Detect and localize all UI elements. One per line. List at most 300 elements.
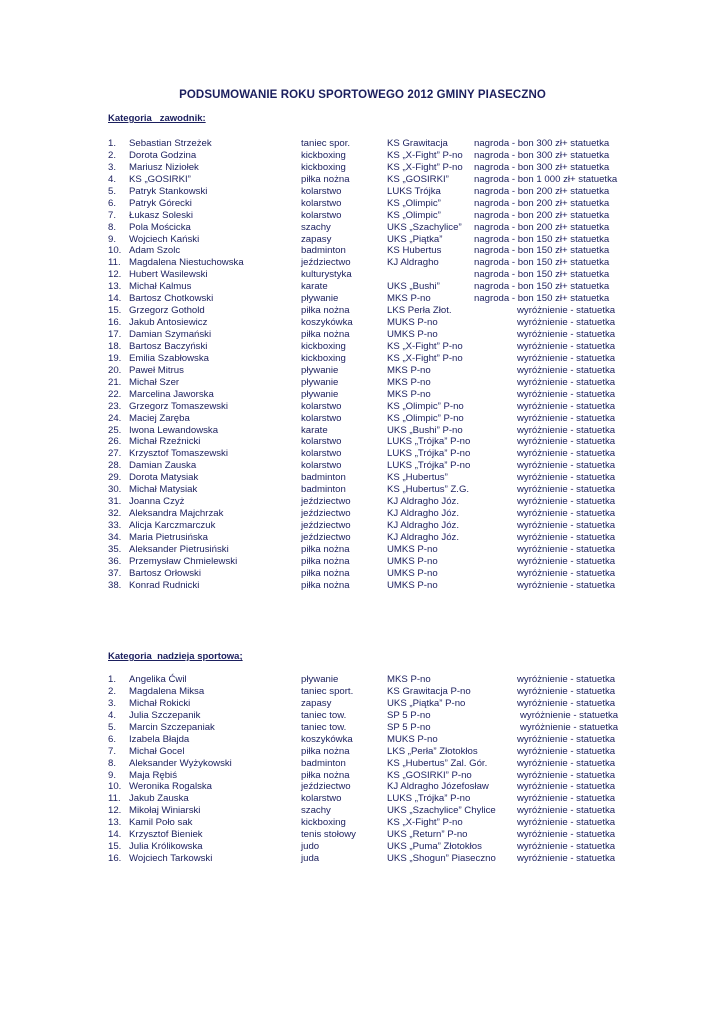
table-row (108, 281, 668, 293)
competitor-name: Adam Szolc (129, 245, 181, 257)
award: wyróżnienie - statuetka (517, 364, 616, 376)
award: wyróżnienie - statuetka (517, 412, 616, 424)
row-number: 8. (108, 757, 117, 769)
discipline: jeździectwo (301, 531, 351, 543)
discipline: jeździectwo (301, 496, 351, 508)
table-row (108, 746, 668, 758)
competitor-name: Patryk Górecki (129, 197, 192, 209)
club-name: KS „Olimpic” P-no (387, 400, 464, 412)
club-name: UKS „Szachylice” (387, 221, 462, 233)
competitor-name: Michał Matysiak (129, 484, 198, 496)
competitor-name: Grzegorz Gothold (129, 305, 205, 317)
award: wyróżnienie - statuetka (517, 567, 616, 579)
competitor-name: Aleksander Wyżykowski (129, 757, 232, 769)
club-name: UKS „Bushi” P-no (387, 424, 463, 436)
club-name: KS Grawitacja P-no (387, 685, 471, 697)
club-name: KJ Aldragho Józ. (387, 531, 459, 543)
row-number: 2. (108, 149, 117, 161)
club-name: LUKS „Trójka” P-no (387, 436, 471, 448)
table-row (108, 698, 668, 710)
table-row (108, 162, 668, 174)
row-number: 13. (108, 817, 122, 829)
competitor-name: Dorota Matysiak (129, 472, 199, 484)
row-number: 38. (108, 579, 122, 591)
table-row (108, 174, 668, 186)
award: wyróżnienie - statuetka (517, 376, 616, 388)
competitor-name: Joanna Czyż (129, 496, 185, 508)
discipline: kolarstwo (301, 436, 342, 448)
competitor-name: Konrad Rudnicki (129, 579, 200, 591)
table-row (108, 674, 668, 686)
club-name: UMKS P-no (387, 543, 438, 555)
club-name: KS „X-Fight” P-no (387, 817, 463, 829)
award: wyróżnienie - statuetka (517, 697, 616, 709)
competitor-name: Bartosz Chotkowski (129, 293, 214, 305)
competitor-name: Damian Szymański (129, 329, 212, 340)
award: wyróżnienie - statuetka (517, 352, 616, 364)
competitor-name: Angelika Ćwil (129, 674, 187, 685)
award: wyróżnienie - statuetka (517, 508, 616, 520)
award: wyróżnienie - statuetka (517, 400, 616, 412)
award: nagroda - bon 300 zł+ statuetka (474, 149, 610, 161)
award: wyróżnienie - statuetka (517, 781, 616, 793)
competitor-name: Maria Pietrusińska (129, 531, 208, 543)
discipline: kolarstwo (301, 448, 342, 460)
competitor-name: Michał Rokicki (129, 697, 191, 709)
row-number: 37. (108, 567, 122, 579)
discipline: piłka nożna (301, 305, 350, 317)
discipline: taniec tow. (301, 721, 347, 733)
table-row (108, 520, 668, 532)
competitor-table (108, 138, 668, 592)
discipline: szachy (301, 805, 331, 817)
competitor-name: Przemysław Chmielewski (129, 555, 238, 567)
competitor-name: Magdalena Niestuchowska (129, 257, 244, 269)
club-name: UMKS P-no (387, 329, 438, 340)
award: wyróżnienie - statuetka (517, 436, 616, 448)
page-title: PODSUMOWANIE ROKU SPORTOWEGO 2012 GMINY PIASECZNO (179, 89, 546, 101)
table-row (108, 532, 668, 544)
club-name: LKS „Perła” Złotokłos (387, 745, 478, 757)
table-row (108, 448, 668, 460)
row-number: 14. (108, 829, 122, 841)
competitor-name: Julia Królikowska (129, 841, 203, 853)
club-name: UMKS P-no (387, 579, 438, 591)
club-name: KS „Hubertus” Z.G. (387, 484, 470, 496)
award: wyróżnienie - statuetka (517, 484, 616, 496)
row-number: 4. (108, 709, 117, 721)
award: wyróżnienie - statuetka (520, 709, 619, 721)
table-row (108, 186, 668, 198)
discipline: piłka nożna (301, 579, 350, 591)
sport-hope-table (108, 674, 668, 865)
competitor-name: Jakub Zauska (129, 793, 189, 805)
discipline: kolarstwo (301, 197, 342, 209)
competitor-name: Michał Rzeźnicki (129, 436, 201, 448)
club-name: KS „Olimpic” (387, 197, 441, 209)
competitor-name: Kamil Poło sak (129, 817, 193, 829)
row-number: 3. (108, 161, 117, 173)
club-name: MKS P-no (387, 674, 431, 685)
discipline: karate (301, 281, 328, 293)
discipline: pływanie (301, 388, 339, 400)
row-number: 31. (108, 496, 122, 508)
discipline: kolarstwo (301, 400, 342, 412)
award: wyróżnienie - statuetka (517, 769, 616, 781)
competitor-name: Patryk Stankowski (129, 185, 208, 197)
table-row (108, 436, 668, 448)
club-name: KJ Aldragho Józ. (387, 520, 459, 531)
competitor-name: Aleksander Pietrusiński (129, 543, 229, 555)
table-row (108, 460, 668, 472)
competitor-name: Bartosz Orłowski (129, 567, 201, 579)
table-row (108, 686, 668, 698)
row-number: 14. (108, 293, 122, 305)
club-name: KS „GOSIRKI” (387, 173, 449, 185)
discipline: taniec sport. (301, 685, 354, 697)
discipline: badminton (301, 757, 346, 769)
award: nagroda - bon 150 zł+ statuetka (474, 293, 610, 305)
club-name: MKS P-no (387, 364, 431, 376)
table-row (108, 793, 668, 805)
award: wyróżnienie - statuetka (517, 317, 616, 329)
award: nagroda - bon 200 zł+ statuetka (474, 221, 610, 233)
award: nagroda - bon 200 zł+ statuetka (474, 209, 610, 221)
discipline: jeździectwo (301, 257, 351, 269)
row-number: 28. (108, 460, 122, 472)
club-name: UKS „Puma” Złotokłos (387, 841, 482, 853)
row-number: 23. (108, 400, 122, 412)
table-row (108, 222, 668, 234)
club-name: UKS „Piątka” P-no (387, 697, 466, 709)
competitor-name: Julia Szczepanik (129, 709, 201, 721)
table-row (108, 472, 668, 484)
award: wyróżnienie - statuetka (517, 531, 616, 543)
row-number: 1. (108, 138, 117, 149)
discipline: piłka nożna (301, 543, 350, 555)
row-number: 17. (108, 329, 122, 340)
table-row (108, 269, 668, 281)
table-row (108, 710, 668, 722)
table-row (108, 317, 668, 329)
club-name: LUKS „Trójka” P-no (387, 460, 471, 472)
table-row (108, 150, 668, 162)
row-number: 27. (108, 448, 122, 460)
club-name: MUKS P-no (387, 317, 438, 329)
award: wyróżnienie - statuetka (517, 424, 616, 436)
award: wyróżnienie - statuetka (517, 579, 616, 591)
discipline: kolarstwo (301, 793, 342, 805)
club-name: KS „GOSIRKI” P-no (387, 769, 472, 781)
award: nagroda - bon 150 zł+ statuetka (474, 245, 610, 257)
club-name: KS „Hubertus” (387, 472, 448, 484)
competitor-name: Hubert Wasilewski (129, 269, 208, 281)
table-row (108, 257, 668, 269)
row-number: 10. (108, 781, 122, 793)
discipline: jeździectwo (301, 508, 351, 520)
award: wyróżnienie - statuetka (517, 448, 616, 460)
discipline: kolarstwo (301, 412, 342, 424)
row-number: 8. (108, 221, 117, 233)
row-number: 16. (108, 317, 122, 329)
row-number: 5. (108, 721, 117, 733)
club-name: MKS P-no (387, 293, 431, 305)
table-row (108, 198, 668, 210)
row-number: 20. (108, 364, 122, 376)
discipline: piłka nożna (301, 329, 350, 340)
table-row (108, 841, 668, 853)
discipline: badminton (301, 484, 346, 496)
row-number: 10. (108, 245, 122, 257)
discipline: judo (301, 841, 320, 853)
row-number: 9. (108, 769, 117, 781)
award: wyróżnienie - statuetka (517, 674, 616, 685)
table-row (108, 817, 668, 829)
club-name: KJ Aldragho Józefosław (387, 781, 489, 793)
club-name: KJ Aldragho Józ. (387, 508, 459, 520)
competitor-name: Izabela Błajda (129, 733, 190, 745)
table-row (108, 781, 668, 793)
award: wyróżnienie - statuetka (517, 305, 616, 317)
award: wyróżnienie - statuetka (517, 757, 616, 769)
table-row (108, 234, 668, 246)
competitor-name: Łukasz Soleski (129, 209, 193, 221)
table-row (108, 508, 668, 520)
row-number: 7. (108, 209, 117, 221)
competitor-name: Bartosz Baczyński (129, 340, 208, 352)
table-row (108, 734, 668, 746)
award: wyróżnienie - statuetka (517, 685, 616, 697)
award: nagroda - bon 300 zł+ statuetka (474, 138, 610, 149)
award: wyróżnienie - statuetka (517, 329, 616, 340)
row-number: 13. (108, 281, 122, 293)
row-number: 21. (108, 376, 122, 388)
table-row (108, 568, 668, 580)
competitor-name: Sebastian Strzeżek (129, 138, 212, 149)
row-number: 29. (108, 472, 122, 484)
competitor-name: Michał Kalmus (129, 281, 192, 293)
competitor-name: Mariusz Niziołek (129, 161, 199, 173)
competitor-name: Pola Mościcka (129, 221, 191, 233)
table-row (108, 305, 668, 317)
table-row (108, 484, 668, 496)
table-row (108, 293, 668, 305)
competitor-name: Wojciech Kański (129, 233, 200, 245)
table-row (108, 496, 668, 508)
award: wyróżnienie - statuetka (517, 555, 616, 567)
award: wyróżnienie - statuetka (517, 793, 616, 805)
discipline: pływanie (301, 293, 339, 305)
table-row (108, 805, 668, 817)
award: wyróżnienie - statuetka (517, 853, 616, 865)
competitor-name: Michał Gocel (129, 745, 185, 757)
award: wyróżnienie - statuetka (517, 520, 616, 531)
competitor-name: Weronika Rogalska (129, 781, 213, 793)
competitor-name: Jakub Antosiewicz (129, 317, 208, 329)
award: nagroda - bon 150 zł+ statuetka (474, 269, 610, 281)
club-name: KS „X-Fight” P-no (387, 149, 463, 161)
club-name: UMKS P-no (387, 567, 438, 579)
award: nagroda - bon 200 zł+ statuetka (474, 197, 610, 209)
row-number: 18. (108, 340, 122, 352)
row-number: 6. (108, 733, 117, 745)
club-name: UKS „Return” P-no (387, 829, 468, 841)
table-row (108, 353, 668, 365)
award: wyróżnienie - statuetka (517, 340, 616, 352)
table-row (108, 722, 668, 734)
discipline: kickboxing (301, 340, 346, 352)
club-name: KS „Olimpic” (387, 209, 441, 221)
award: nagroda - bon 150 zł+ statuetka (474, 233, 610, 245)
row-number: 32. (108, 508, 122, 520)
table-row (108, 341, 668, 353)
competitor-name: Maja Rębiś (129, 769, 177, 781)
table-row (108, 425, 668, 437)
award: wyróżnienie - statuetka (517, 460, 616, 472)
discipline: piłka nożna (301, 745, 350, 757)
competitor-name: Marcin Szczepaniak (129, 721, 215, 733)
discipline: kolarstwo (301, 460, 342, 472)
club-name: LUKS „Trójka” P-no (387, 793, 471, 805)
club-name: KS „X-Fight” P-no (387, 161, 463, 173)
club-name: LKS Perła Złot. (387, 305, 452, 317)
competitor-name: KS „GOSIRKI” (129, 173, 191, 185)
club-name: KJ Aldragho (387, 257, 439, 269)
discipline: piłka nożna (301, 173, 350, 185)
award: wyróżnienie - statuetka (517, 805, 616, 817)
row-number: 4. (108, 173, 117, 185)
award: nagroda - bon 150 zł+ statuetka (474, 281, 610, 293)
table-row (108, 138, 668, 150)
discipline: kolarstwo (301, 209, 342, 221)
row-number: 36. (108, 555, 122, 567)
club-name: MKS P-no (387, 376, 431, 388)
row-number: 19. (108, 352, 122, 364)
club-name: KS „Olimpic” P-no (387, 412, 464, 424)
table-row (108, 556, 668, 568)
competitor-name: Marcelina Jaworska (129, 388, 214, 400)
discipline: piłka nożna (301, 567, 350, 579)
discipline: pływanie (301, 376, 339, 388)
competitor-name: Krzysztof Tomaszewski (129, 448, 228, 460)
club-name: KS „Hubertus” Zal. Gór. (387, 757, 488, 769)
award: nagroda - bon 1 000 zł+ statuetka (474, 173, 618, 185)
club-name: UKS „Piątka” (387, 233, 443, 245)
club-name: KS „X-Fight” P-no (387, 340, 463, 352)
award: wyróżnienie - statuetka (520, 721, 619, 733)
discipline: badminton (301, 472, 346, 484)
discipline: zapasy (301, 233, 332, 245)
club-name: KJ Aldragho Józ. (387, 496, 459, 508)
club-name: UKS „Shogun” Piaseczno (387, 853, 496, 865)
club-name: MUKS P-no (387, 733, 438, 745)
row-number: 2. (108, 685, 117, 697)
award: nagroda - bon 200 zł+ statuetka (474, 185, 610, 197)
club-name: SP 5 P-no (387, 721, 431, 733)
discipline: pływanie (301, 674, 339, 685)
competitor-name: Alicja Karczmarczuk (129, 520, 216, 531)
table-row (108, 401, 668, 413)
table-row (108, 770, 668, 782)
award: wyróżnienie - statuetka (517, 817, 616, 829)
discipline: piłka nożna (301, 555, 350, 567)
club-name: LUKS „Trójka” P-no (387, 448, 471, 460)
row-number: 9. (108, 233, 117, 245)
competitor-name: Maciej Zaręba (129, 412, 190, 424)
discipline: tenis stołowy (301, 829, 356, 841)
discipline: koszykówka (301, 317, 353, 329)
discipline: karate (301, 424, 328, 436)
competitor-name: Mikołaj Winiarski (129, 805, 201, 817)
row-number: 24. (108, 412, 122, 424)
row-number: 33. (108, 520, 122, 531)
table-row (108, 853, 668, 865)
discipline: kickboxing (301, 161, 346, 173)
award: nagroda - bon 150 zł+ statuetka (474, 257, 610, 269)
discipline: pływanie (301, 364, 339, 376)
competitor-name: Dorota Godzina (129, 149, 197, 161)
row-number: 35. (108, 543, 122, 555)
competitor-name: Magdalena Miksa (129, 685, 205, 697)
discipline: kickboxing (301, 817, 346, 829)
table-row (108, 210, 668, 222)
table-row (108, 245, 668, 257)
discipline: badminton (301, 245, 346, 257)
table-row (108, 329, 668, 341)
discipline: kolarstwo (301, 185, 342, 197)
award: wyróżnienie - statuetka (517, 829, 616, 841)
discipline: kulturystyka (301, 269, 352, 281)
competitor-name: Paweł Mitrus (129, 364, 184, 376)
club-name: KS Grawitacja (387, 138, 448, 149)
table-row (108, 413, 668, 425)
award: nagroda - bon 300 zł+ statuetka (474, 161, 610, 173)
discipline: taniec spor. (301, 138, 351, 149)
row-number: 34. (108, 531, 122, 543)
competitor-name: Michał Szer (129, 376, 180, 388)
discipline: jeździectwo (301, 520, 351, 531)
club-name: UKS „Bushi” (387, 281, 440, 293)
row-number: 12. (108, 269, 122, 281)
award: wyróżnienie - statuetka (517, 472, 616, 484)
table-row (108, 580, 668, 592)
competitor-name: Grzegorz Tomaszewski (129, 400, 228, 412)
discipline: zapasy (301, 697, 332, 709)
row-number: 15. (108, 305, 122, 317)
award: wyróżnienie - statuetka (517, 496, 616, 508)
row-number: 11. (108, 257, 121, 269)
row-number: 26. (108, 436, 122, 448)
row-number: 6. (108, 197, 117, 209)
table-row (108, 389, 668, 401)
table-row (108, 829, 668, 841)
competitor-name: Krzysztof Bieniek (129, 829, 203, 841)
competitor-name: Wojciech Tarkowski (129, 853, 213, 865)
club-name: KS „X-Fight” P-no (387, 352, 463, 364)
club-name: SP 5 P-no (387, 709, 431, 721)
competitor-name: Aleksandra Majchrzak (129, 508, 224, 520)
competitor-name: Damian Zauska (129, 460, 197, 472)
competitor-name: Iwona Lewandowska (129, 424, 219, 436)
discipline: taniec tow. (301, 709, 347, 721)
discipline: jeździectwo (301, 781, 351, 793)
award: wyróżnienie - statuetka (517, 543, 616, 555)
row-number: 30. (108, 484, 122, 496)
club-name: KS Hubertus (387, 245, 442, 257)
club-name: UMKS P-no (387, 555, 438, 567)
row-number: 12. (108, 805, 122, 817)
row-number: 5. (108, 185, 117, 197)
